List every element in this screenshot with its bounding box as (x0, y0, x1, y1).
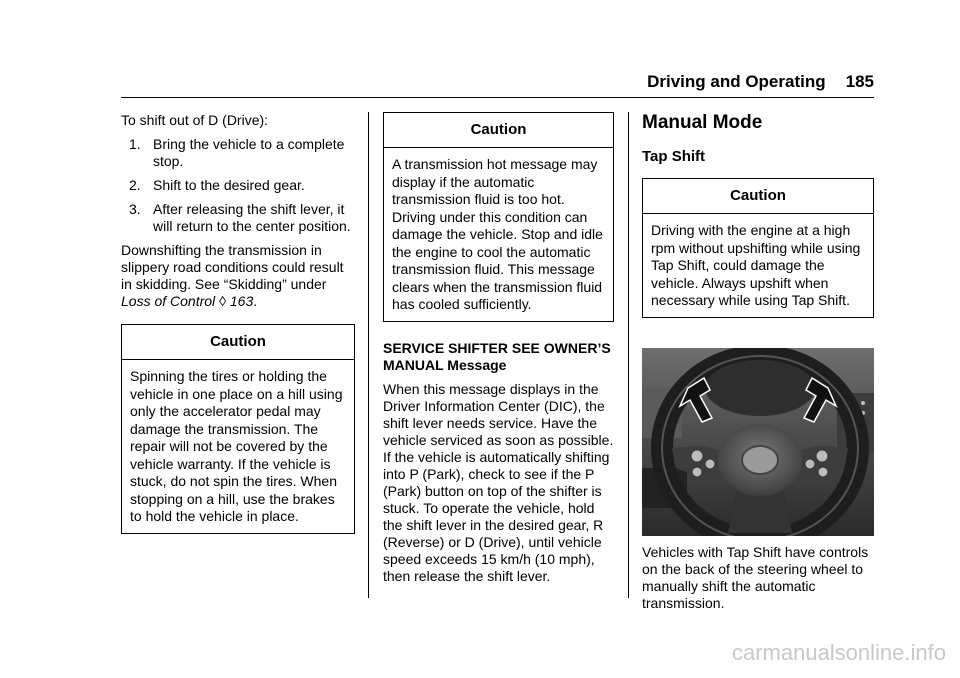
list-item (121, 177, 355, 194)
caution-box (642, 178, 874, 318)
caution-body: A transmission hot message may display if the automatic transmission fluid is too hot. Driving under this condition can damage the vehicle. Stop and idle the engine to cool the automatic transmission fluid. This message clears when the transmission fluid has cooled sufficiently. (392, 156, 603, 312)
downshift-text: Downshifting the transmission in slippery road conditions could result in skidding. See “Skidding” under (121, 242, 344, 292)
manual-mode-heading: Manual Mode (642, 112, 763, 133)
column-divider-1 (368, 112, 369, 598)
loss-of-control-link[interactable]: Loss of Control ◊ 163 (121, 293, 254, 309)
list-item (121, 201, 355, 235)
step-number: 3. (129, 201, 141, 217)
caution-title: Caution (122, 325, 354, 360)
step-number: 1. (129, 136, 141, 152)
step-text: After releasing the shift lever, it will return to the center position. (153, 201, 351, 234)
column-divider-2 (628, 112, 629, 598)
caution-box (383, 112, 614, 322)
step-text: Shift to the desired gear. (153, 177, 305, 193)
downshift-paragraph: Downshifting the transmission in slippery road conditions could result in skidding. See “Skidding” under Loss of Control ◊ 163. (121, 242, 344, 309)
caution-box (121, 324, 355, 534)
photo-caption: Vehicles with Tap Shift have controls on the back of the steering wheel to manually shift the automatic transmission. (642, 543, 869, 611)
column-2 (383, 112, 614, 592)
tap-shift-heading: Tap Shift (642, 148, 706, 165)
header-rule (121, 97, 874, 98)
column-1 (121, 112, 355, 548)
service-shifter-body: When this message displays in the Driver Information Center (DIC), the shift lever needs service. Have the vehicle serviced as soon as possible. If the vehicle is automatically shifting into P (Park), check to see if the P (Park) button on top of the shifter is stuck. To operate the vehicle, hold the shift lever in the desired gear, R (Reverse) or D (Drive), until vehicle speed exceeds 15 km/h (10 mph), then release the shift lever. (383, 380, 614, 584)
section-title: Driving and Operating (647, 72, 826, 91)
page-ref-icon: ◊ (219, 293, 226, 309)
watermark: carmanualsonline.info (731, 640, 946, 665)
caution-body: Driving with the engine at a high rpm without upshifting while using Tap Shift, could damage the vehicle. Always upshift when necessary while using Tap Shift. (651, 222, 861, 308)
caution-body: Spinning the tires or holding the vehicle in one place on a hill using only the accelerator pedal may damage the transmission. The repair will not be covered by the vehicle warranty. If the vehicle is stuck, do not spin the tires. When stopping on a hill, use the brakes to hold the vehicle in place. (130, 368, 343, 524)
page-header (647, 72, 874, 92)
caution-title: Caution (384, 113, 613, 148)
step-text: Bring the vehicle to a complete stop. (153, 136, 345, 169)
caution-title: Caution (643, 179, 873, 214)
list-item (121, 136, 355, 170)
page-number: 185 (845, 72, 874, 91)
steering-wheel-photo (642, 348, 874, 536)
steps-list (121, 136, 355, 235)
service-shifter-heading: SERVICE SHIFTER SEE OWNER’S MANUAL Message (383, 339, 611, 373)
shift-intro: To shift out of D (Drive): (121, 112, 269, 128)
step-number: 2. (129, 177, 141, 193)
column-3 (642, 112, 874, 619)
